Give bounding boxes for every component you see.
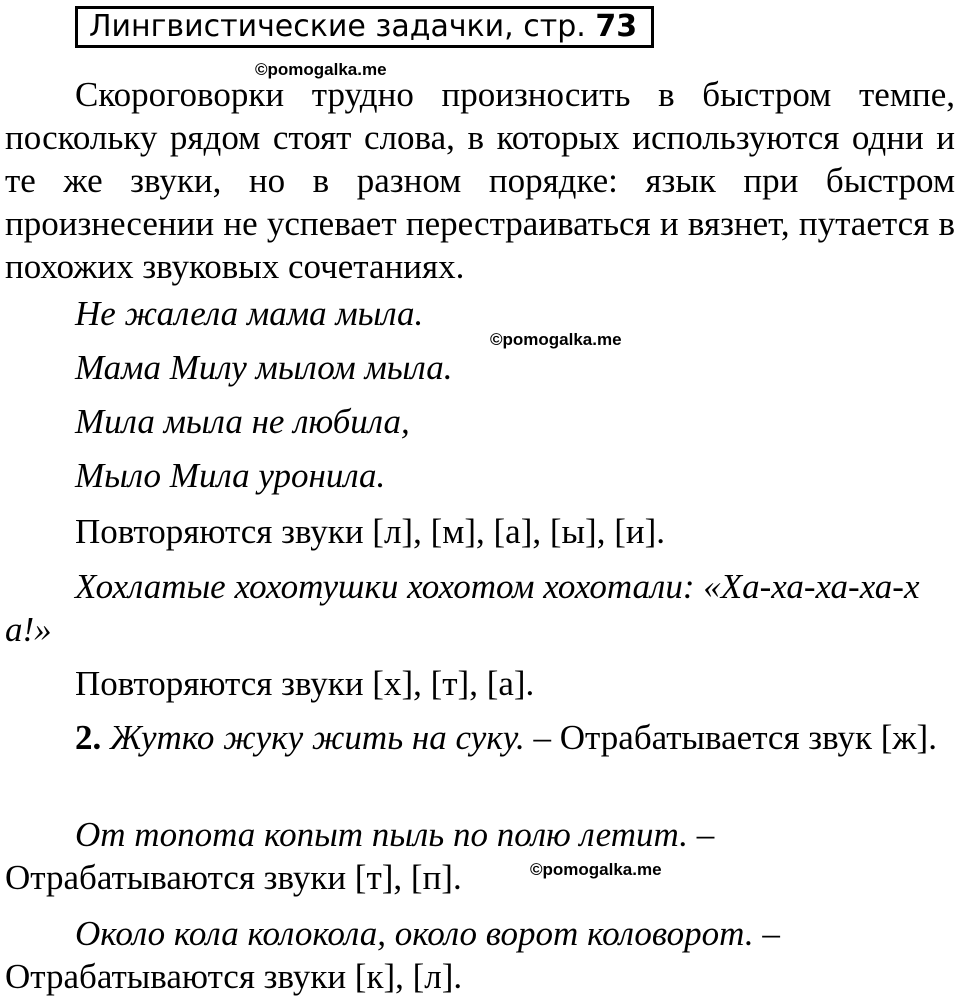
example-3-text: Около кола колокола, около ворот коловорот. [75, 914, 754, 953]
tongue-twister-2: Хохлатые хохотушки хохотом хохотали: «Ха-ха-ха-ха-ха!» [5, 567, 920, 649]
poem-line-2: Мама Милу мылом мыла. [75, 348, 453, 387]
poem-line-1: Не жалела мама мыла. [75, 294, 424, 333]
task-2-example-2 [5, 813, 955, 899]
poem-line-4: Мыло Мила уронила. [75, 456, 386, 495]
task-2-example-3 [5, 912, 955, 998]
page-number: 73 [595, 9, 638, 44]
watermark-2: ©pomogalka.me [490, 330, 622, 349]
watermark-3: ©pomogalka.me [530, 860, 662, 879]
task-number: 2. [75, 718, 102, 757]
intro-paragraph: Скороговорки трудно произносить в быстром темпе, поскольку рядом стоят слова, в которых используются одни и те же звуки, но в разном порядке: язык при быстром произнесении не успевает перестраиваться и вязнет, путается в похожих звуковых сочетаниях. [5, 75, 955, 286]
example-3-result: – Отрабатываются звуки [к], [л]. [5, 914, 780, 996]
example-2-result: – Отрабатываются звуки [т], [п]. [5, 815, 715, 897]
page-title [75, 6, 654, 48]
page-title-text: Лингвистические задачки, стр. [89, 9, 596, 44]
task-2-example-1 [5, 716, 955, 759]
example-1-text: Жутко жуку жить на суку. [110, 718, 525, 757]
example-1-result: – Отрабатывается звук [ж]. [524, 718, 937, 757]
example-2-text: От топота копыт пыль по полю летит. [75, 815, 688, 854]
tongue-twister-2-sounds: Повторяются звуки [х], [т], [а]. [75, 664, 535, 703]
poem-line-3: Мила мыла не любила, [75, 402, 410, 441]
watermark-1: ©pomogalka.me [255, 60, 387, 79]
poem-sounds: Повторяются звуки [л], [м], [а], [ы], [и]. [75, 512, 665, 551]
